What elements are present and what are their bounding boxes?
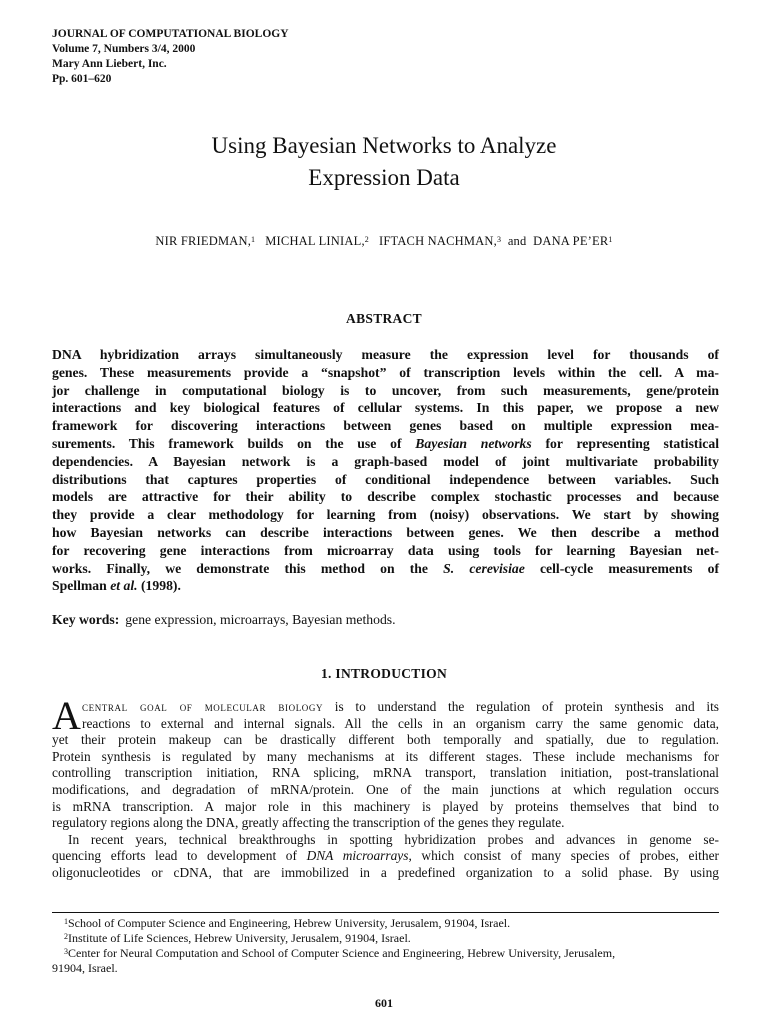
abstract-line: works. Finally, we demonstrate this method on the S. cerevisiae cell-cycle measurements of: [52, 560, 720, 576]
abstract-line: for recovering gene interactions from microarray data using tools for learning Bayesian net-: [52, 542, 719, 558]
body-line: reactions to external and internal signals. All the cells in an organism carry the same genomic data,: [82, 715, 719, 731]
abstract-line: DNA hybridization arrays simultaneously measure the expression level for thousands of: [52, 347, 719, 362]
page-number: 601: [375, 996, 393, 1010]
abstract-line: models are attractive for their ability to describe complex stochastic processes and because: [52, 489, 719, 505]
journal-publisher: Mary Ann Liebert, Inc.: [52, 58, 167, 70]
body-line: oligonucleotides or cDNA, that are immobilized in a predefined organization to a solid phase. By using: [52, 864, 719, 880]
abstract-line: surements. This framework builds on the use of Bayesian networks for representing statistical: [52, 435, 720, 451]
author-3: IFTACH NACHMAN,$^3$: [378, 234, 502, 248]
title-line-2: Expression Data: [308, 165, 460, 190]
abstract-line: dependencies. A Bayesian network is a graph-based model of joint multivariate probability: [52, 453, 719, 469]
footnote: $^2$Institute of Life Sciences, Hebrew University, Jerusalem, 91904, Israel.: [64, 931, 411, 945]
body-line: central goal of molecular biology is to understand the regulation of protein synthesis and its: [82, 699, 719, 714]
paper-title: [0, 130, 768, 194]
body-line: In recent years, technical breakthroughs in spotting hybridization probes and advances in genome se-: [68, 831, 719, 847]
author-conjunction: and: [507, 234, 527, 248]
author-4: DANA $PE’ER^1$: [533, 234, 613, 248]
footnote: 91904, Israel.: [52, 961, 118, 975]
body-line: modifications, and degradation of mRNA/protein. One of the main junctions at which regulation occurs: [52, 781, 719, 797]
abstract-line: genes. These measurements provide a “snapshot” of transcription levels within the cell. A ma-: [52, 364, 719, 380]
keywords-label: Key words:: [52, 612, 120, 627]
abstract-line: distributions that captures properties of conditional independence between variables. Such: [52, 471, 719, 487]
abstract-line: jor challenge in computational biology is to uncover, from such measurements, gene/protein: [52, 382, 719, 398]
drop-cap: A: [52, 693, 81, 738]
body-line: quencing efforts lead to development of DNA microarrays, which consist of many species of probes, either: [52, 848, 719, 864]
footnotes: [52, 916, 719, 976]
journal-header: [52, 27, 289, 87]
keywords-value: gene expression, microarrays, Bayesian methods.: [125, 612, 396, 627]
author-2: MICHAL LINIAL,$^2$: [265, 234, 369, 248]
footnote: $^3$Center for Neural Computation and School of Computer Science and Engineering, Hebrew University, Jerusalem,: [64, 946, 616, 960]
journal-volume: Volume 7, Numbers 3/4, 2000: [52, 43, 196, 55]
abstract-line: interactions and key biological features of cellular systems. In this paper, we propose a new: [52, 400, 719, 416]
abstract-body: [52, 346, 719, 595]
journal-name: JOURNAL OF COMPUTATIONAL BIOLOGY: [52, 28, 289, 40]
abstract-line: they provide a clear methodology for learning from (noisy) observations. We start by showing: [52, 507, 719, 523]
body-line: is mRNA transcription. A major role in this machinery is played by proteins themselves that bind to: [52, 798, 719, 814]
title-line-1: Using Bayesian Networks to Analyze: [211, 133, 557, 158]
abstract-line: Spellman et al. (1998).: [52, 578, 181, 594]
body-line: Protein synthesis is regulated by many mechanisms at its different stages. These include mechanisms for: [52, 748, 719, 764]
author-list: [0, 234, 768, 249]
abstract-line: how Bayesian networks can describe interactions between genes. We then describe a method: [52, 524, 719, 540]
section-heading-introduction: 1. INTRODUCTION: [320, 666, 447, 681]
journal-pages: Pp. 601–620: [52, 73, 112, 85]
body-line: controlling transcription initiation, RNA splicing, mRNA transport, translation initiation, post-translational: [52, 765, 719, 781]
smallcaps-lead: central goal of molecular biology: [82, 699, 324, 714]
introduction-body: [52, 699, 719, 882]
keywords: [52, 612, 396, 628]
abstract-line: framework for discovering interactions between genes based on multiple expression mea-: [52, 418, 719, 434]
body-line: regulatory regions along the DNA, greatly affecting the transcription of the genes they regulate.: [52, 815, 565, 831]
author-1: NIR FRIEDMAN,$^1$: [155, 234, 256, 248]
footnote: $^1$School of Computer Science and Engineering, Hebrew University, Jerusalem, 91904, Israel.: [64, 916, 511, 930]
footnote-rule: [52, 912, 719, 913]
abstract-heading: ABSTRACT: [346, 311, 422, 326]
body-line: yet their protein makeup can be drastically different both temporally and spatially, due to regulation.: [52, 732, 719, 748]
